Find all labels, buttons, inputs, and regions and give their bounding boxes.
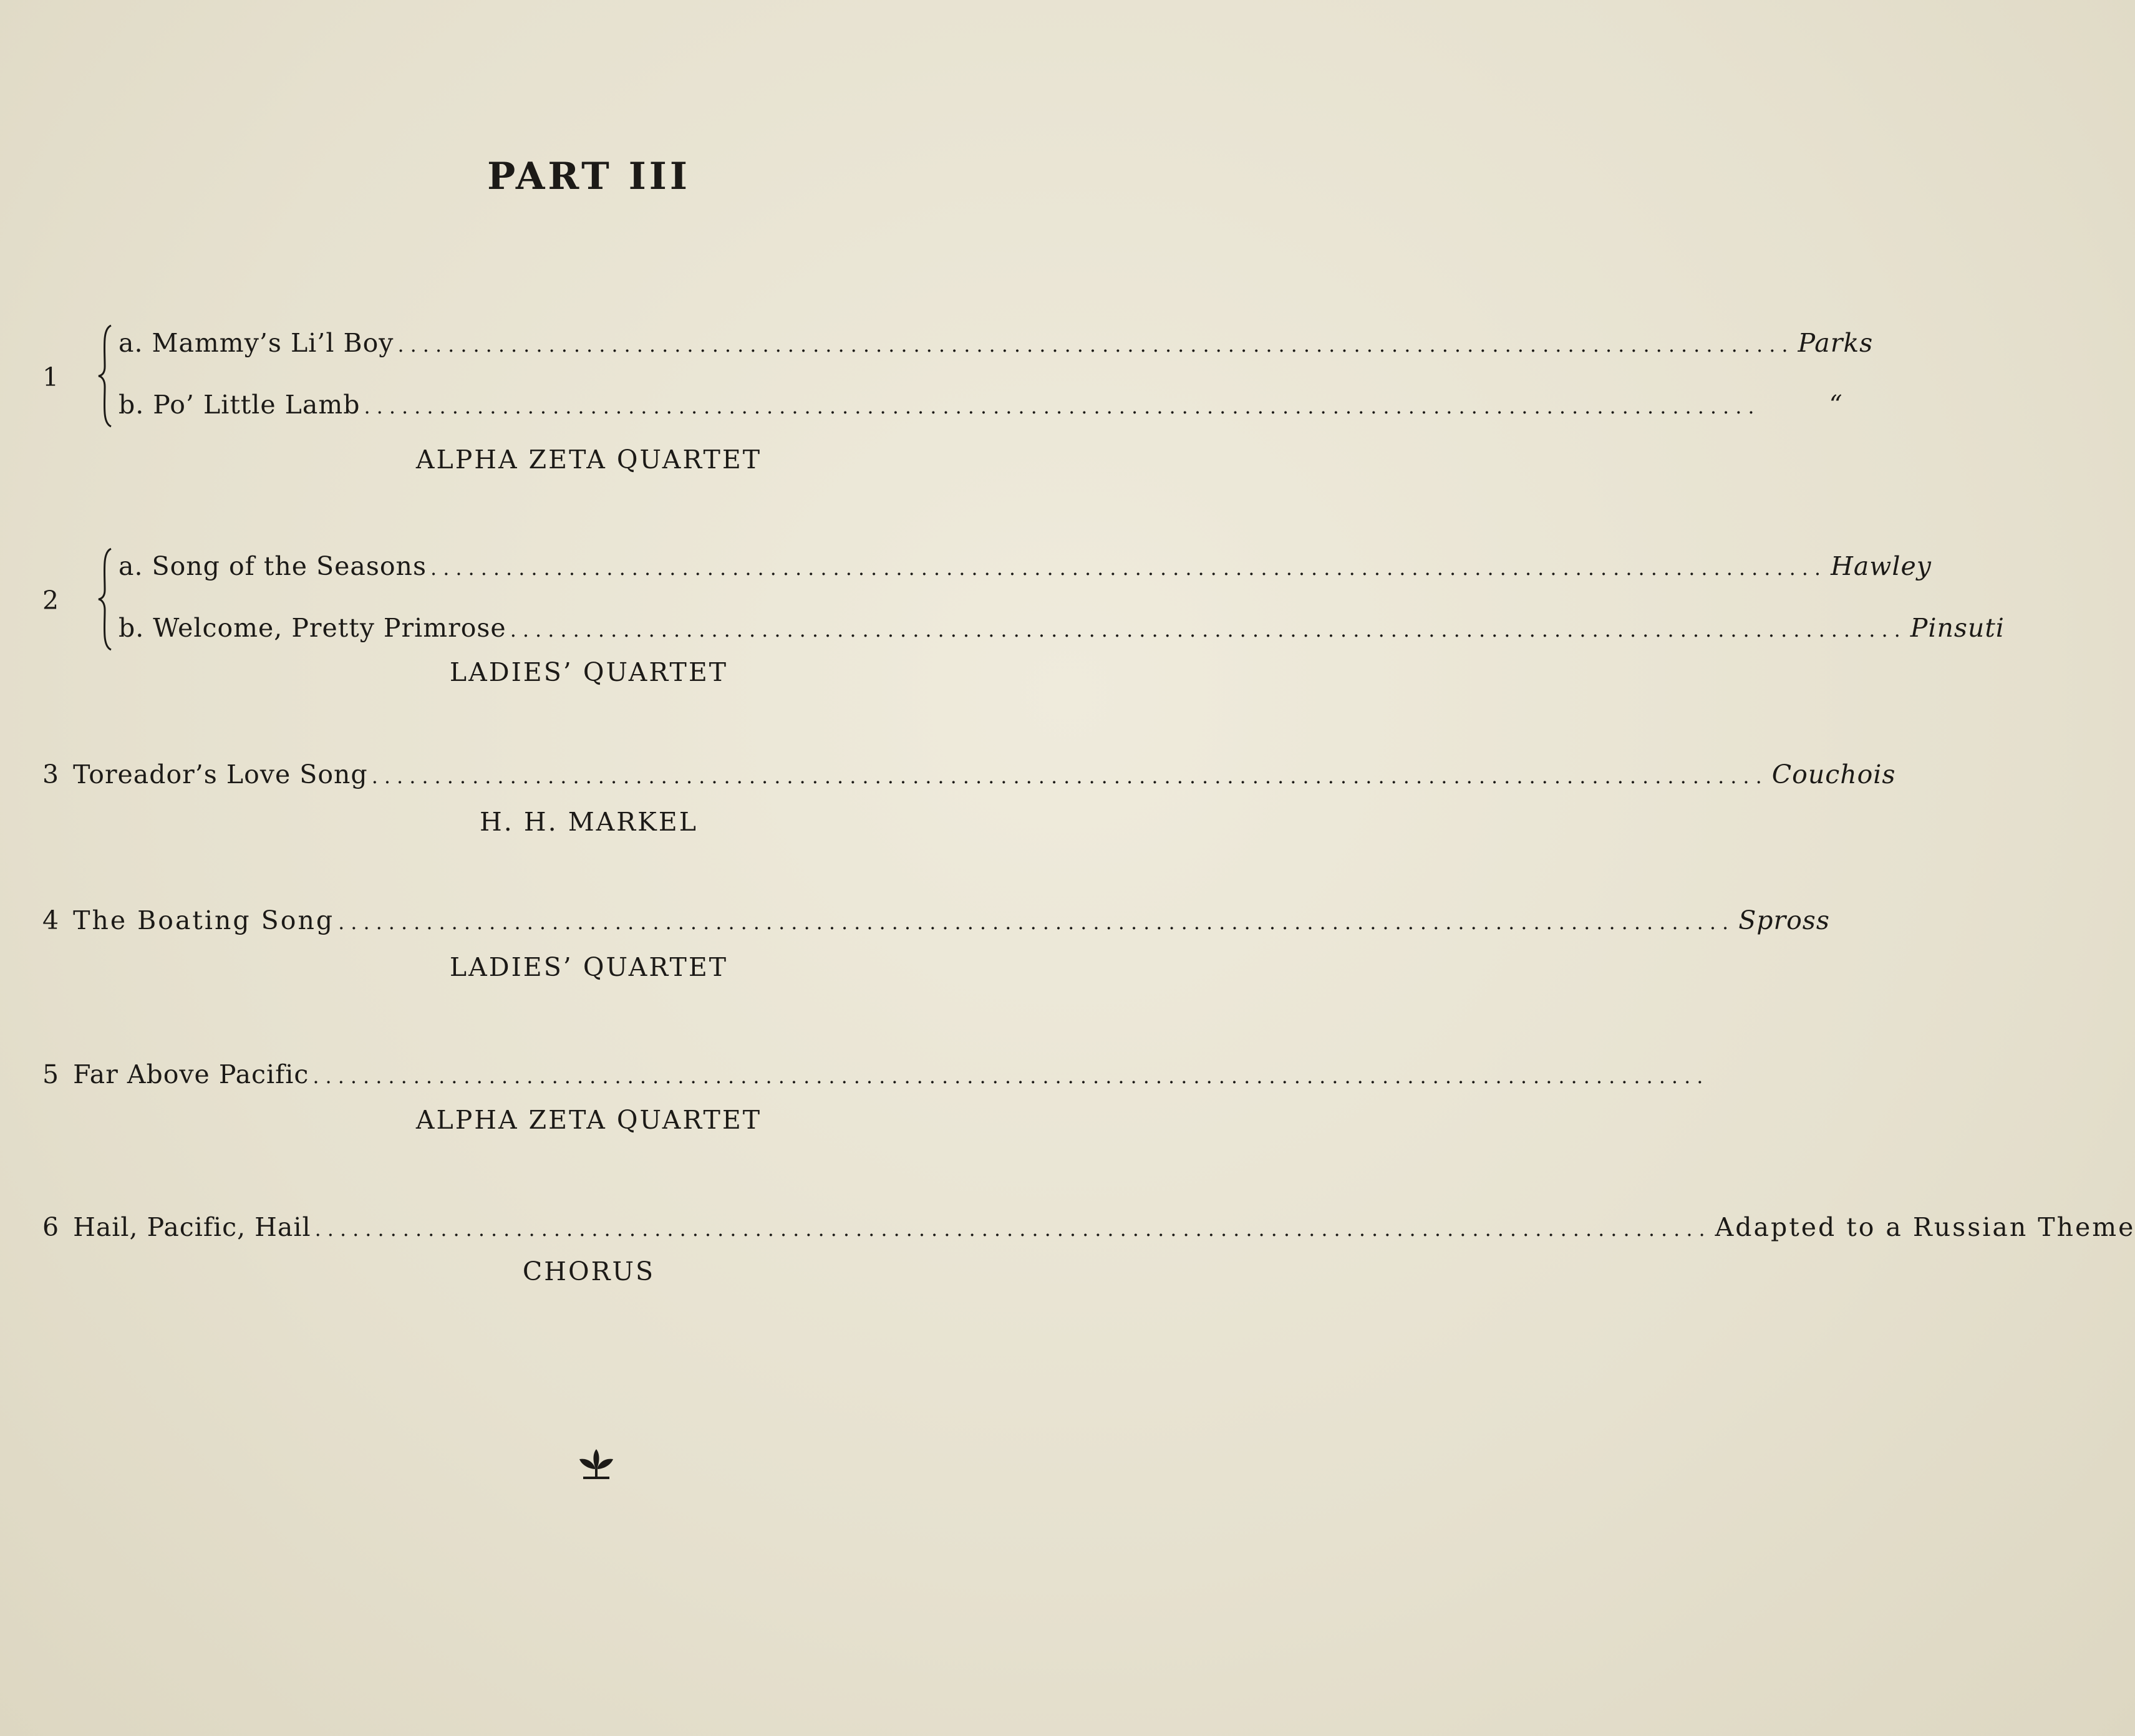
dot-leader: ...............................................................................................................: [364, 395, 1761, 418]
performer-name: ALPHA ZETA QUARTET: [415, 445, 762, 475]
item-number: 4: [42, 905, 60, 935]
brace-icon: [94, 546, 119, 652]
brace-icon: [94, 323, 119, 429]
item-number: 6: [42, 1212, 60, 1242]
program-line: [42, 1205, 2135, 1249]
item-number: 3: [42, 760, 60, 789]
dot-leader: ...............................................................................................................: [371, 764, 1768, 788]
dot-leader: ...............................................................................................................: [510, 618, 1907, 642]
piece-title: Hail, Pacific, Hail: [73, 1212, 311, 1242]
piece-title: Far Above Pacific: [73, 1059, 309, 1089]
piece-title: b. Welcome, Pretty Primrose: [119, 613, 506, 643]
performer-name: ALPHA ZETA QUARTET: [415, 1105, 762, 1135]
piece-title: The Boating Song: [73, 905, 335, 935]
dot-leader: ...............................................................................................................: [314, 1217, 1711, 1241]
piece-title: a. Mammy’s Li’l Boy: [119, 328, 394, 358]
program-line: [119, 544, 1932, 588]
dot-leader: ...............................................................................................................: [397, 333, 1794, 357]
composer-name: Adapted to a Russian Theme: [1715, 1212, 2135, 1242]
composer-name: “: [1829, 390, 1843, 420]
fleuron-leaf-icon: [574, 1448, 618, 1483]
item-number: 1: [42, 362, 59, 392]
performer-name: CHORUS: [522, 1256, 656, 1286]
program-line: [119, 606, 2005, 650]
performer-name: H. H. MARKEL: [480, 807, 698, 837]
page-title: PART III: [487, 155, 690, 198]
program-line: [42, 899, 1830, 942]
item-number: 2: [42, 586, 59, 615]
piece-title: Toreador’s Love Song: [73, 760, 368, 789]
program-line: [119, 321, 1874, 365]
composer-name: Pinsuti: [1910, 613, 2005, 643]
program-line: [42, 1053, 1710, 1096]
composer-name: Couchois: [1771, 760, 1896, 789]
composer-name: Parks: [1798, 328, 1874, 358]
performer-name: LADIES’ QUARTET: [449, 952, 729, 982]
piece-title: b. Po’ Little Lamb: [119, 390, 361, 420]
dot-leader: ...............................................................................................................: [312, 1064, 1710, 1088]
item-number: 5: [42, 1059, 60, 1089]
piece-title: a. Song of the Seasons: [119, 551, 427, 581]
dot-leader: ...............................................................................................................: [338, 910, 1735, 934]
program-line: [42, 753, 1896, 796]
composer-name: Spross: [1738, 905, 1830, 935]
composer-name: Hawley: [1831, 551, 1932, 581]
program-line: [119, 383, 1843, 427]
dot-leader: ...............................................................................................................: [430, 556, 1828, 580]
performer-name: LADIES’ QUARTET: [449, 657, 729, 687]
